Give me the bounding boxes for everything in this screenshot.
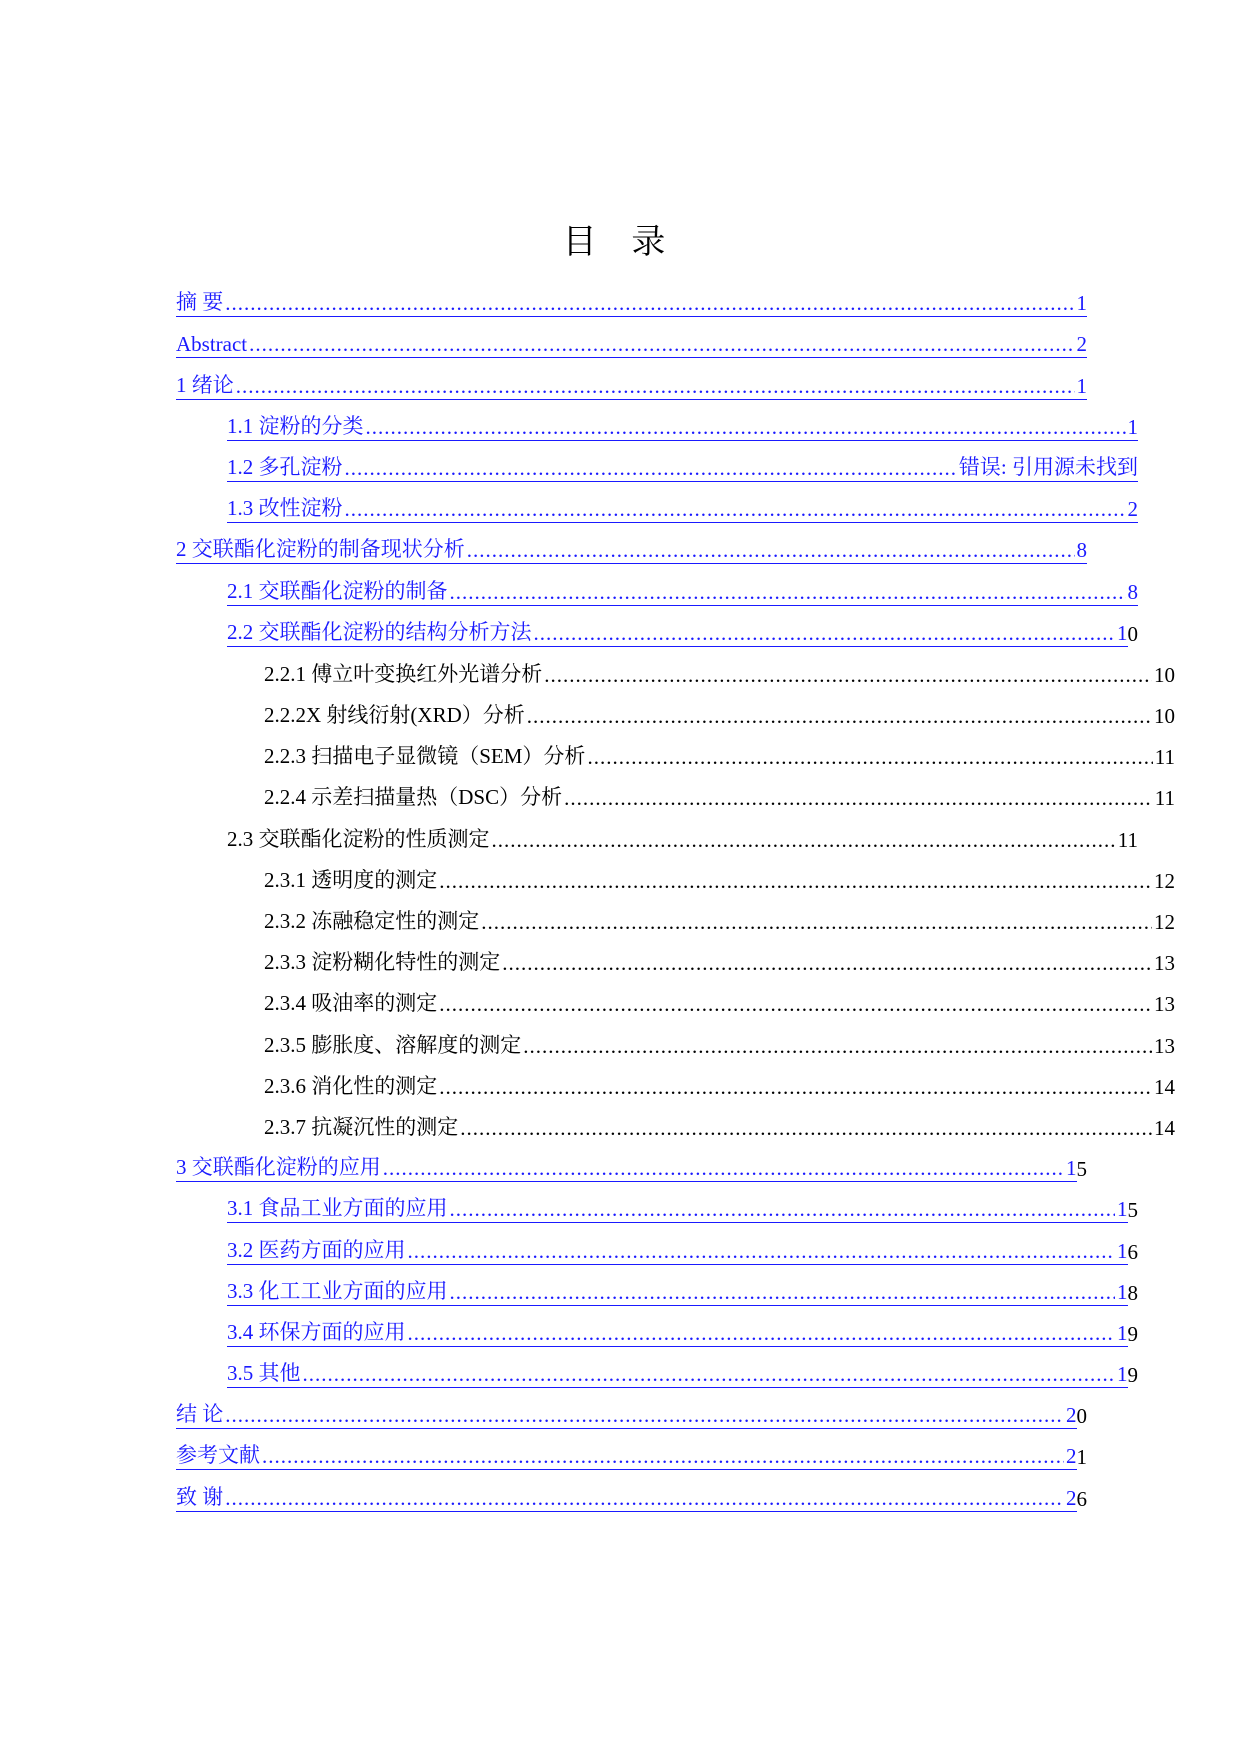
toc-entry-abstract-cn[interactable]: 摘 要 ..... 1 bbox=[176, 282, 1087, 323]
toc-entry-acknowledgements[interactable]: 致 谢 ..... 2 6 bbox=[176, 1476, 1087, 1517]
toc-entry-2-2-3[interactable]: 2.2.3 扫描电子显微镜（SEM）分析 ..... 11 bbox=[176, 735, 1087, 776]
toc-entry-2-3[interactable]: 2.3 交联酯化淀粉的性质测定 ..... 11 bbox=[176, 817, 1087, 858]
toc-entry-2-2-1[interactable]: 2.2.1 傅立叶变换红外光谱分析 ..... 10 bbox=[176, 653, 1087, 694]
toc-entry-3-3[interactable]: 3.3 化工工业方面的应用 ..... 1 8 bbox=[176, 1271, 1087, 1312]
toc-entry-chapter-2[interactable]: 2 交联酯化淀粉的制备现状分析 ..... 8 bbox=[176, 529, 1087, 570]
toc-entry-1-3[interactable]: 1.3 改性淀粉 ..... 2 bbox=[176, 488, 1087, 529]
toc-entry-3-5[interactable]: 3.5 其他 ..... 1 9 bbox=[176, 1353, 1087, 1394]
toc-entry-3-1[interactable]: 3.1 食品工业方面的应用 ..... 1 5 bbox=[176, 1188, 1087, 1229]
toc-entry-2-3-1[interactable]: 2.3.1 透明度的测定 ..... 12 bbox=[176, 859, 1087, 900]
toc-entry-2-2-4[interactable]: 2.2.4 示差扫描量热（DSC）分析 ..... 11 bbox=[176, 776, 1087, 817]
toc-entry-1-2[interactable]: 1.2 多孔淀粉 ..... 错误: 引用源未找到 bbox=[176, 447, 1087, 488]
toc-entry-chapter-1[interactable]: 1 绪论 ..... 1 bbox=[176, 364, 1087, 405]
toc-entry-conclusion[interactable]: 结 论 ..... 2 0 bbox=[176, 1394, 1087, 1435]
table-of-contents bbox=[176, 282, 1175, 1518]
toc-entry-3-4[interactable]: 3.4 环保方面的应用 ..... 1 9 bbox=[176, 1312, 1087, 1353]
toc-entry-2-3-4[interactable]: 2.3.4 吸油率的测定 ..... 13 bbox=[176, 982, 1087, 1023]
toc-entry-1-1[interactable]: 1.1 淀粉的分类 ..... 1 bbox=[176, 406, 1087, 447]
toc-entry-2-3-7[interactable]: 2.3.7 抗凝沉性的测定 ..... 14 bbox=[176, 1106, 1087, 1147]
toc-entry-chapter-3[interactable]: 3 交联酯化淀粉的应用 ..... 1 5 bbox=[176, 1147, 1087, 1188]
toc-entry-2-2-2[interactable]: 2.2.2X 射线衍射(XRD）分析 ..... 10 bbox=[176, 694, 1087, 735]
toc-entry-3-2[interactable]: 3.2 医药方面的应用 ..... 1 6 bbox=[176, 1229, 1087, 1270]
toc-entry-2-3-5[interactable]: 2.3.5 膨胀度、溶解度的测定 ..... 13 bbox=[176, 1023, 1087, 1064]
toc-entry-2-2[interactable]: 2.2 交联酯化淀粉的结构分析方法 ..... 1 0 bbox=[176, 612, 1087, 653]
toc-entry-abstract-en[interactable]: Abstract ..... 2 bbox=[176, 323, 1087, 364]
toc-entry-2-3-2[interactable]: 2.3.2 冻融稳定性的测定 ..... 12 bbox=[176, 900, 1087, 941]
toc-entry-2-3-3[interactable]: 2.3.3 淀粉糊化特性的测定 ..... 13 bbox=[176, 941, 1087, 982]
toc-entry-2-1[interactable]: 2.1 交联酯化淀粉的制备 ..... 8 bbox=[176, 570, 1087, 611]
toc-entry-2-3-6[interactable]: 2.3.6 消化性的测定 ..... 14 bbox=[176, 1065, 1087, 1106]
page-title: 目 录 bbox=[562, 222, 678, 262]
toc-entry-references[interactable]: 参考文献 ..... 2 1 bbox=[176, 1435, 1087, 1476]
